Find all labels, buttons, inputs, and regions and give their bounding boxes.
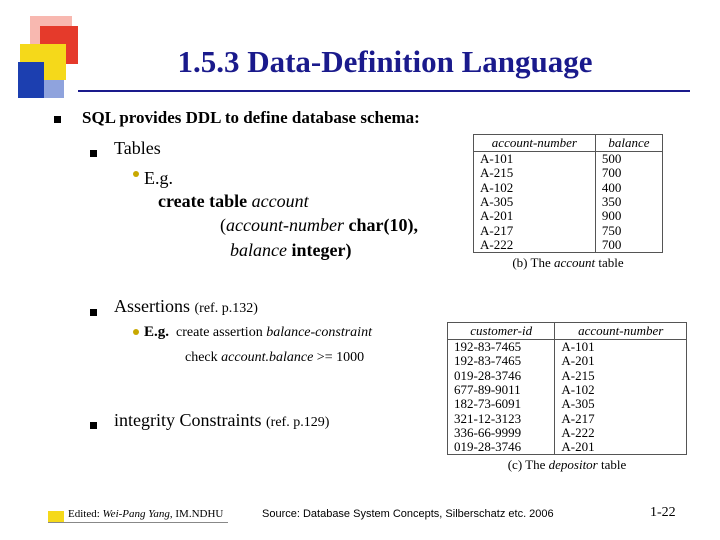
- tables-label: Tables: [114, 138, 161, 158]
- table-cell: 192-83-7465: [448, 354, 555, 368]
- column-type-integer: integer): [286, 240, 352, 260]
- table-row: [448, 383, 687, 397]
- page-number: 1-22: [650, 505, 676, 520]
- caption-suffix: table: [595, 255, 624, 271]
- assertions-ref: (ref. p.132): [194, 301, 258, 316]
- footer-source: Source: Database System Concepts, Silberschatz etc. 2006: [262, 508, 554, 520]
- table-cell: 336-66-9999: [448, 426, 555, 440]
- table-cell: 677-89-9011: [448, 383, 555, 397]
- column-header: account-number: [474, 135, 596, 152]
- table-row: [474, 238, 663, 253]
- caption-suffix: table: [597, 457, 627, 473]
- table-name: account: [251, 191, 309, 211]
- table-cell: A-217: [474, 223, 596, 237]
- column-header: account-number: [555, 323, 687, 340]
- footer-edited-suffix: , IM.NDHU: [169, 508, 224, 520]
- table-row: [448, 354, 687, 368]
- depositor-table: [447, 322, 687, 455]
- table-cell: A-101: [555, 340, 687, 355]
- footer-editor-name: Wei-Pang Yang: [102, 508, 170, 520]
- table-cell: A-201: [474, 209, 596, 223]
- caption-table-name: account: [553, 255, 596, 271]
- table-cell: A-102: [474, 181, 596, 195]
- create-table-keyword: create table: [158, 191, 252, 211]
- assert-line2: [185, 350, 364, 366]
- check-keyword: check: [185, 350, 222, 365]
- sub-bullet-dot: [133, 329, 139, 335]
- column-header: balance: [595, 135, 662, 152]
- table-cell: A-215: [555, 369, 687, 383]
- bullet-square: [54, 116, 61, 123]
- table-row: [474, 223, 663, 237]
- table-row: [474, 209, 663, 223]
- table-row: [448, 426, 687, 440]
- table-cell: 750: [595, 223, 662, 237]
- table-row: [474, 152, 663, 167]
- check-condition: >= 1000: [313, 350, 365, 365]
- footer-edited-prefix: Edited:: [68, 508, 103, 520]
- deco-square-lightblue: [44, 80, 64, 98]
- table-cell: A-215: [474, 166, 596, 180]
- assert-line1: [144, 324, 372, 341]
- depositor-table-figure: [444, 322, 690, 472]
- table-row: [448, 440, 687, 455]
- eg-label: E.g.: [144, 168, 173, 188]
- table-row: [474, 166, 663, 180]
- create-table-line3: [230, 240, 351, 261]
- check-attribute: account.balance: [221, 350, 314, 365]
- bullet-square: [90, 309, 97, 316]
- assertion-name: balance-constraint: [266, 325, 372, 340]
- table-cell: 400: [595, 181, 662, 195]
- integrity-line: [114, 410, 329, 431]
- table-cell: A-201: [555, 440, 687, 455]
- table-row: [448, 411, 687, 425]
- main-bullet-text: SQL provides DDL to define database schema:: [82, 108, 420, 127]
- table-row: [474, 195, 663, 209]
- table-cell: A-305: [555, 397, 687, 411]
- table-cell: A-305: [474, 195, 596, 209]
- slide-title: 1.5.3 Data-Definition Language: [177, 44, 593, 79]
- table-cell: 700: [595, 166, 662, 180]
- bullet-square: [90, 422, 97, 429]
- table-cell: A-222: [474, 238, 596, 253]
- assert-keyword: create assertion: [176, 325, 267, 340]
- footer-rule: [48, 522, 228, 523]
- table-cell: 350: [595, 195, 662, 209]
- sub-bullet-dot: [133, 171, 139, 177]
- eg2-label: E.g.: [144, 324, 170, 340]
- column-type-char: char(10),: [343, 215, 418, 235]
- assertions-line: [114, 296, 258, 317]
- table-cell: 500: [595, 152, 662, 167]
- table-cell: A-217: [555, 411, 687, 425]
- table-row: [448, 397, 687, 411]
- table-cell: 019-28-3746: [448, 440, 555, 455]
- deco-square-blue: [18, 62, 44, 98]
- create-table-line1: [158, 191, 309, 212]
- bullet-square: [90, 150, 97, 157]
- table-row: [448, 369, 687, 383]
- table-cell: A-101: [474, 152, 596, 167]
- create-table-line2: [220, 215, 418, 236]
- caption-prefix: (b) The: [512, 255, 554, 271]
- column-account-number: account-number: [226, 215, 344, 235]
- integrity-label: integrity Constraints: [114, 410, 262, 430]
- table-cell: 019-28-3746: [448, 369, 555, 383]
- table-cell: 192-83-7465: [448, 340, 555, 355]
- column-balance: balance: [230, 240, 287, 260]
- table-cell: 321-12-3123: [448, 411, 555, 425]
- assertions-label: Assertions: [114, 296, 190, 316]
- table-cell: 700: [595, 238, 662, 253]
- table-row: [448, 340, 687, 355]
- account-table-figure: [470, 134, 666, 272]
- table-cell: 182-73-6091: [448, 397, 555, 411]
- table-cell: A-102: [555, 383, 687, 397]
- title-rule: [78, 90, 690, 92]
- table-cell: 900: [595, 209, 662, 223]
- column-header: customer-id: [448, 323, 555, 340]
- open-paren: (: [220, 215, 226, 235]
- caption-table-name: depositor: [548, 457, 598, 473]
- account-table-caption: [470, 255, 666, 271]
- footer-edited: [68, 508, 223, 520]
- integrity-ref: (ref. p.129): [266, 415, 330, 430]
- depositor-table-caption: [444, 457, 690, 473]
- caption-prefix: (c) The: [507, 457, 549, 473]
- account-table: [473, 134, 663, 253]
- table-cell: A-201: [555, 354, 687, 368]
- table-cell: A-222: [555, 426, 687, 440]
- table-row: [474, 181, 663, 195]
